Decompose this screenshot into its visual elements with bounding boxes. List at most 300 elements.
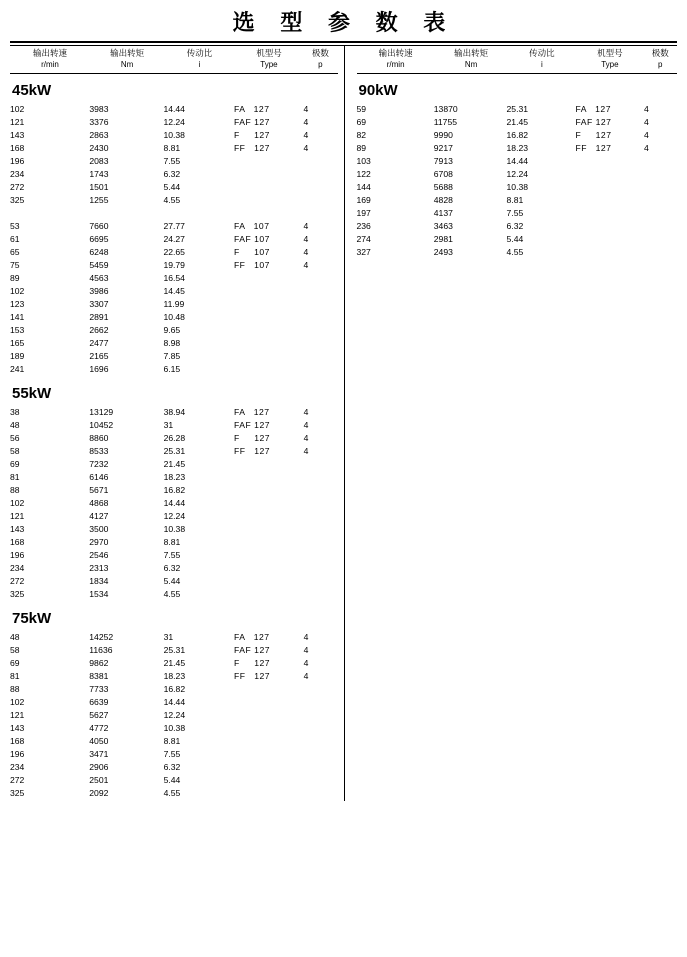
cell-output-speed: 121 [10, 710, 25, 721]
table-row [10, 658, 338, 671]
cell-type: F 107 [233, 247, 270, 258]
cell-type [234, 710, 304, 723]
table-row [357, 208, 678, 221]
cell-type [234, 472, 304, 485]
cell-ratio: 6.32 [163, 169, 181, 180]
cell-output-speed: 75 [10, 260, 20, 271]
cell-output-speed: 241 [10, 364, 25, 375]
cell-ratio: 4.55 [163, 788, 181, 799]
table-row [10, 312, 338, 325]
cell-ratio: 14.45 [163, 286, 185, 297]
table-row [10, 576, 338, 589]
table-row [357, 156, 678, 169]
cell-output-torque: 8860 [89, 433, 109, 444]
cell-type [234, 299, 304, 312]
cell-ratio: 8.81 [163, 143, 181, 154]
cell-type [234, 169, 304, 182]
header-type-unit: Type [601, 60, 619, 70]
spec-table [10, 632, 338, 801]
cell-poles: 4 [643, 130, 649, 141]
table-row [10, 710, 338, 723]
cell-ratio: 4.55 [506, 247, 524, 258]
cell-ratio: 38.94 [163, 407, 186, 418]
cell-output-speed: 102 [10, 104, 25, 115]
table-row [10, 511, 338, 524]
cell-output-speed: 189 [10, 351, 25, 362]
cell-output-speed: 89 [356, 143, 367, 154]
cell-output-speed: 69 [10, 658, 20, 669]
table-row [10, 221, 338, 234]
cell-type: FF 127 [233, 143, 270, 154]
header-type: 机型号 Type [576, 49, 643, 71]
cell-ratio: 6.32 [506, 221, 524, 232]
cell-poles: 4 [643, 104, 649, 115]
right-column [344, 46, 687, 801]
header-ratio-unit: i [541, 60, 543, 70]
cell-output-torque: 5688 [433, 182, 453, 193]
cell-poles [304, 156, 338, 169]
cell-ratio: 12.24 [163, 710, 186, 721]
table-row [357, 143, 678, 156]
cell-poles: 4 [303, 407, 309, 418]
cell-type [575, 208, 644, 221]
table-row [10, 563, 338, 576]
cell-ratio: 25.31 [163, 645, 186, 656]
cell-poles: 4 [303, 221, 309, 232]
cell-type: FA 127 [233, 104, 270, 115]
right-groups [357, 82, 678, 260]
cell-poles: 4 [303, 433, 309, 444]
cell-type: FAF 127 [234, 645, 271, 656]
cell-type [575, 247, 644, 260]
cell-output-speed: 38 [10, 407, 20, 418]
cell-ratio: 10.48 [163, 312, 185, 323]
cell-output-speed: 143 [10, 524, 25, 535]
cell-output-speed: 144 [356, 182, 371, 193]
cell-ratio: 10.38 [163, 130, 185, 141]
table-row [10, 537, 338, 550]
cell-output-torque: 11755 [433, 117, 458, 128]
cell-output-torque: 1743 [89, 169, 109, 180]
cell-output-torque: 4050 [89, 736, 109, 747]
cell-poles: 4 [303, 143, 309, 154]
header-output-speed: 输出转速 r/min [357, 49, 435, 71]
cell-output-torque: 2981 [433, 234, 453, 245]
cell-poles [304, 550, 338, 563]
cell-type [575, 182, 644, 195]
cell-poles: 4 [303, 632, 309, 643]
cell-output-speed: 165 [10, 338, 25, 349]
cell-output-speed: 53 [10, 221, 20, 232]
cell-output-torque: 6708 [433, 169, 453, 180]
cell-ratio: 18.23 [163, 472, 186, 483]
table-row [10, 117, 338, 130]
table-row [10, 485, 338, 498]
cell-ratio: 14.44 [163, 498, 186, 509]
cell-poles [304, 485, 338, 498]
table-row [10, 433, 338, 446]
cell-output-speed: 325 [10, 195, 25, 206]
table-row [357, 247, 678, 260]
left-groups [10, 82, 338, 801]
cell-output-speed: 169 [356, 195, 371, 206]
left-header-underline [10, 73, 338, 74]
cell-output-speed: 325 [10, 589, 25, 600]
cell-ratio: 4.55 [163, 195, 181, 206]
cell-output-speed: 327 [356, 247, 371, 258]
cell-ratio: 7.55 [163, 156, 181, 167]
cell-poles [304, 762, 338, 775]
cell-poles [644, 208, 677, 221]
cell-output-speed: 197 [356, 208, 371, 219]
cell-type [234, 511, 304, 524]
cell-ratio: 26.28 [163, 433, 186, 444]
cell-type: F 127 [233, 130, 270, 141]
table-row [10, 684, 338, 697]
cell-output-torque: 1696 [89, 364, 109, 375]
cell-poles: 4 [643, 143, 649, 154]
cell-poles [304, 563, 338, 576]
header-output-torque-unit: Nm [120, 60, 134, 70]
cell-poles [304, 589, 338, 602]
cell-output-torque: 2863 [89, 130, 109, 141]
table-row [357, 169, 678, 182]
cell-output-torque: 6248 [89, 247, 109, 258]
table-row [10, 104, 338, 117]
cell-output-torque: 6695 [89, 234, 109, 245]
cell-ratio: 25.31 [163, 446, 186, 457]
cell-type: FF 107 [233, 260, 270, 271]
cell-poles: 4 [303, 446, 309, 457]
cell-poles [304, 299, 338, 312]
cell-output-torque: 2493 [433, 247, 453, 258]
cell-type [234, 156, 304, 169]
cell-type [575, 221, 644, 234]
cell-output-torque: 2501 [89, 775, 109, 786]
cell-output-torque: 1255 [89, 195, 109, 206]
cell-poles [644, 156, 677, 169]
cell-poles [304, 775, 338, 788]
table-row [10, 351, 338, 364]
cell-type [234, 364, 304, 377]
power-group-title: 55kW [12, 385, 52, 403]
cell-output-speed: 196 [10, 749, 25, 760]
cell-type: F 127 [234, 658, 271, 669]
cell-output-torque: 2477 [89, 338, 109, 349]
cell-type [234, 697, 304, 710]
header-type-unit: Type [260, 60, 278, 70]
cell-poles [304, 325, 338, 338]
cell-type [234, 762, 304, 775]
cell-poles: 4 [303, 117, 309, 128]
cell-output-torque: 4137 [433, 208, 453, 219]
header-output-torque: 输出转矩 Nm [435, 49, 508, 71]
cell-poles [304, 338, 338, 351]
cell-output-speed: 121 [10, 511, 25, 522]
cell-type [234, 459, 304, 472]
cell-poles: 4 [643, 117, 649, 128]
cell-type [234, 775, 304, 788]
cell-type [234, 325, 304, 338]
cell-poles: 4 [303, 247, 309, 258]
table-row [10, 671, 338, 684]
left-column [0, 46, 344, 801]
cell-type [234, 537, 304, 550]
table-row [10, 182, 338, 195]
cell-output-torque: 2891 [89, 312, 109, 323]
spec-table [10, 407, 338, 602]
cell-type: FF 127 [575, 143, 612, 154]
cell-output-speed: 58 [10, 446, 20, 457]
cell-output-torque: 3983 [89, 104, 109, 115]
cell-output-torque: 3986 [89, 286, 109, 297]
cell-type [234, 338, 304, 351]
cell-type [575, 169, 644, 182]
table-row [10, 156, 338, 169]
cell-poles: 4 [303, 260, 309, 271]
cell-type [234, 589, 304, 602]
cell-output-speed: 123 [10, 299, 25, 310]
table-row [10, 723, 338, 736]
cell-type: FA 127 [234, 407, 270, 418]
cell-output-torque: 1501 [89, 182, 109, 193]
table-columns [0, 46, 687, 801]
cell-output-speed: 274 [356, 234, 371, 245]
cell-ratio: 7.55 [506, 208, 524, 219]
table-row [10, 143, 338, 156]
cell-type: FA 127 [234, 632, 270, 643]
cell-ratio: 16.54 [163, 273, 185, 284]
cell-output-torque: 4772 [89, 723, 109, 734]
cell-ratio: 19.79 [163, 260, 185, 271]
table-row [357, 104, 678, 117]
cell-output-torque: 2430 [89, 143, 109, 154]
cell-type: FF 127 [234, 446, 271, 457]
cell-type: FAF 127 [234, 420, 271, 431]
cell-output-speed: 56 [10, 433, 20, 444]
header-output-speed-unit: r/min [386, 60, 405, 70]
cell-type: F 127 [575, 130, 612, 141]
header-output-torque: 输出转矩 Nm [90, 49, 164, 71]
table-row [10, 286, 338, 299]
cell-ratio: 4.55 [163, 589, 181, 600]
cell-type: FAF 127 [233, 117, 270, 128]
cell-output-speed: 102 [10, 498, 25, 509]
cell-output-torque: 14252 [89, 632, 114, 643]
cell-type: FF 127 [234, 671, 271, 682]
cell-output-torque: 1534 [89, 589, 109, 600]
cell-output-speed: 141 [10, 312, 25, 323]
cell-output-speed: 81 [10, 472, 20, 483]
cell-type [234, 273, 304, 286]
cell-poles [304, 524, 338, 537]
table-row [10, 472, 338, 485]
cell-ratio: 6.15 [163, 364, 181, 375]
table-row [10, 697, 338, 710]
cell-output-speed: 65 [10, 247, 20, 258]
cell-type [234, 550, 304, 563]
cell-output-torque: 13870 [433, 104, 458, 115]
cell-output-speed: 122 [356, 169, 371, 180]
cell-type [234, 736, 304, 749]
cell-poles [304, 195, 338, 208]
cell-output-torque: 4828 [433, 195, 453, 206]
cell-output-torque: 9862 [89, 658, 109, 669]
table-row [10, 736, 338, 749]
cell-ratio: 31 [163, 420, 174, 431]
cell-output-speed: 325 [10, 788, 25, 799]
cell-output-speed: 58 [10, 645, 20, 656]
table-spacer-cell [10, 208, 338, 221]
cell-output-speed: 196 [10, 550, 25, 561]
cell-ratio: 12.24 [163, 117, 185, 128]
cell-ratio: 10.38 [506, 182, 529, 193]
cell-output-speed: 61 [10, 234, 20, 245]
table-row [10, 788, 338, 801]
cell-ratio: 7.85 [163, 351, 181, 362]
table-row [10, 325, 338, 338]
table-row [10, 407, 338, 420]
cell-output-speed: 143 [10, 130, 25, 141]
cell-poles [304, 498, 338, 511]
table-row [357, 221, 678, 234]
cell-ratio: 5.44 [163, 182, 181, 193]
cell-output-torque: 7913 [433, 156, 453, 167]
cell-output-torque: 7232 [89, 459, 109, 470]
cell-ratio: 21.45 [506, 117, 529, 128]
table-row [10, 749, 338, 762]
cell-output-speed: 143 [10, 723, 25, 734]
cell-ratio: 12.24 [163, 511, 186, 522]
cell-output-speed: 81 [10, 671, 20, 682]
table-row [10, 273, 338, 286]
cell-output-torque: 2313 [89, 563, 109, 574]
table-row [10, 247, 338, 260]
table-row [10, 299, 338, 312]
cell-poles [304, 736, 338, 749]
cell-ratio: 18.23 [163, 671, 186, 682]
table-row [10, 260, 338, 273]
header-poles: 极数 p [643, 49, 677, 71]
cell-type [234, 524, 304, 537]
cell-poles [304, 286, 338, 299]
cell-output-torque: 13129 [89, 407, 114, 418]
cell-ratio: 14.44 [163, 104, 185, 115]
cell-output-torque: 9990 [433, 130, 453, 141]
cell-output-speed: 168 [10, 143, 25, 154]
cell-poles [304, 537, 338, 550]
cell-poles: 4 [303, 104, 309, 115]
cell-poles [304, 511, 338, 524]
table-row [357, 195, 678, 208]
cell-output-speed: 234 [10, 169, 25, 180]
header-output-speed: 输出转速 r/min [10, 49, 90, 71]
cell-ratio: 8.81 [163, 537, 181, 548]
table-row [10, 550, 338, 563]
cell-output-speed: 196 [10, 156, 25, 167]
cell-poles: 4 [303, 130, 309, 141]
cell-output-speed: 272 [10, 775, 25, 786]
header-poles-unit: p [318, 60, 323, 70]
cell-poles: 4 [303, 658, 309, 669]
cell-ratio: 18.23 [506, 143, 529, 154]
cell-output-speed: 69 [10, 459, 20, 470]
power-group-title: 75kW [12, 610, 52, 628]
right-table-header [357, 46, 678, 71]
page-title-row [0, 0, 687, 37]
table-row [357, 182, 678, 195]
cell-ratio: 5.44 [506, 234, 524, 245]
cell-output-torque: 4868 [89, 498, 109, 509]
cell-output-speed: 82 [356, 130, 367, 141]
right-header-underline [357, 73, 678, 74]
table-row [10, 338, 338, 351]
cell-output-speed: 168 [10, 537, 25, 548]
cell-output-torque: 4563 [89, 273, 109, 284]
cell-poles: 4 [303, 420, 309, 431]
cell-output-speed: 88 [10, 684, 20, 695]
cell-poles [304, 684, 338, 697]
cell-output-torque: 8533 [89, 446, 109, 457]
cell-type: FA 107 [233, 221, 270, 232]
cell-poles [644, 182, 677, 195]
cell-poles [304, 697, 338, 710]
cell-ratio: 8.81 [506, 195, 524, 206]
cell-type [234, 195, 304, 208]
cell-ratio: 10.38 [163, 524, 186, 535]
spec-table [357, 104, 678, 260]
cell-output-torque: 2906 [89, 762, 109, 773]
cell-poles [304, 788, 338, 801]
cell-ratio: 22.65 [163, 247, 185, 258]
cell-output-torque: 2092 [89, 788, 109, 799]
table-row [10, 195, 338, 208]
cell-poles [304, 169, 338, 182]
cell-output-speed: 48 [10, 632, 20, 643]
cell-poles [304, 710, 338, 723]
power-group [10, 385, 338, 602]
cell-ratio: 14.44 [506, 156, 529, 167]
table-row [10, 632, 338, 645]
cell-output-torque: 2083 [89, 156, 109, 167]
header-type: 机型号 Type [235, 49, 304, 71]
cell-output-speed: 103 [356, 156, 371, 167]
cell-output-speed: 168 [10, 736, 25, 747]
cell-poles [644, 169, 677, 182]
cell-output-torque: 6146 [89, 472, 109, 483]
cell-ratio: 21.45 [163, 658, 186, 669]
cell-output-speed: 88 [10, 485, 20, 496]
cell-output-speed: 69 [356, 117, 367, 128]
cell-output-speed: 272 [10, 576, 25, 587]
cell-output-torque: 5671 [89, 485, 109, 496]
table-row [10, 420, 338, 433]
cell-output-torque: 3471 [89, 749, 109, 760]
cell-type [234, 788, 304, 801]
cell-type: FAF 107 [233, 234, 270, 245]
cell-poles: 4 [303, 645, 309, 656]
cell-ratio: 14.44 [163, 697, 186, 708]
cell-ratio: 6.32 [163, 762, 181, 773]
table-row [10, 524, 338, 537]
header-ratio: 传动比 i [507, 49, 576, 71]
cell-output-torque: 7733 [89, 684, 109, 695]
cell-output-speed: 153 [10, 325, 25, 336]
table-row [10, 169, 338, 182]
title-divider-thick [10, 41, 677, 43]
cell-ratio: 16.82 [163, 485, 186, 496]
cell-poles: 4 [303, 671, 309, 682]
